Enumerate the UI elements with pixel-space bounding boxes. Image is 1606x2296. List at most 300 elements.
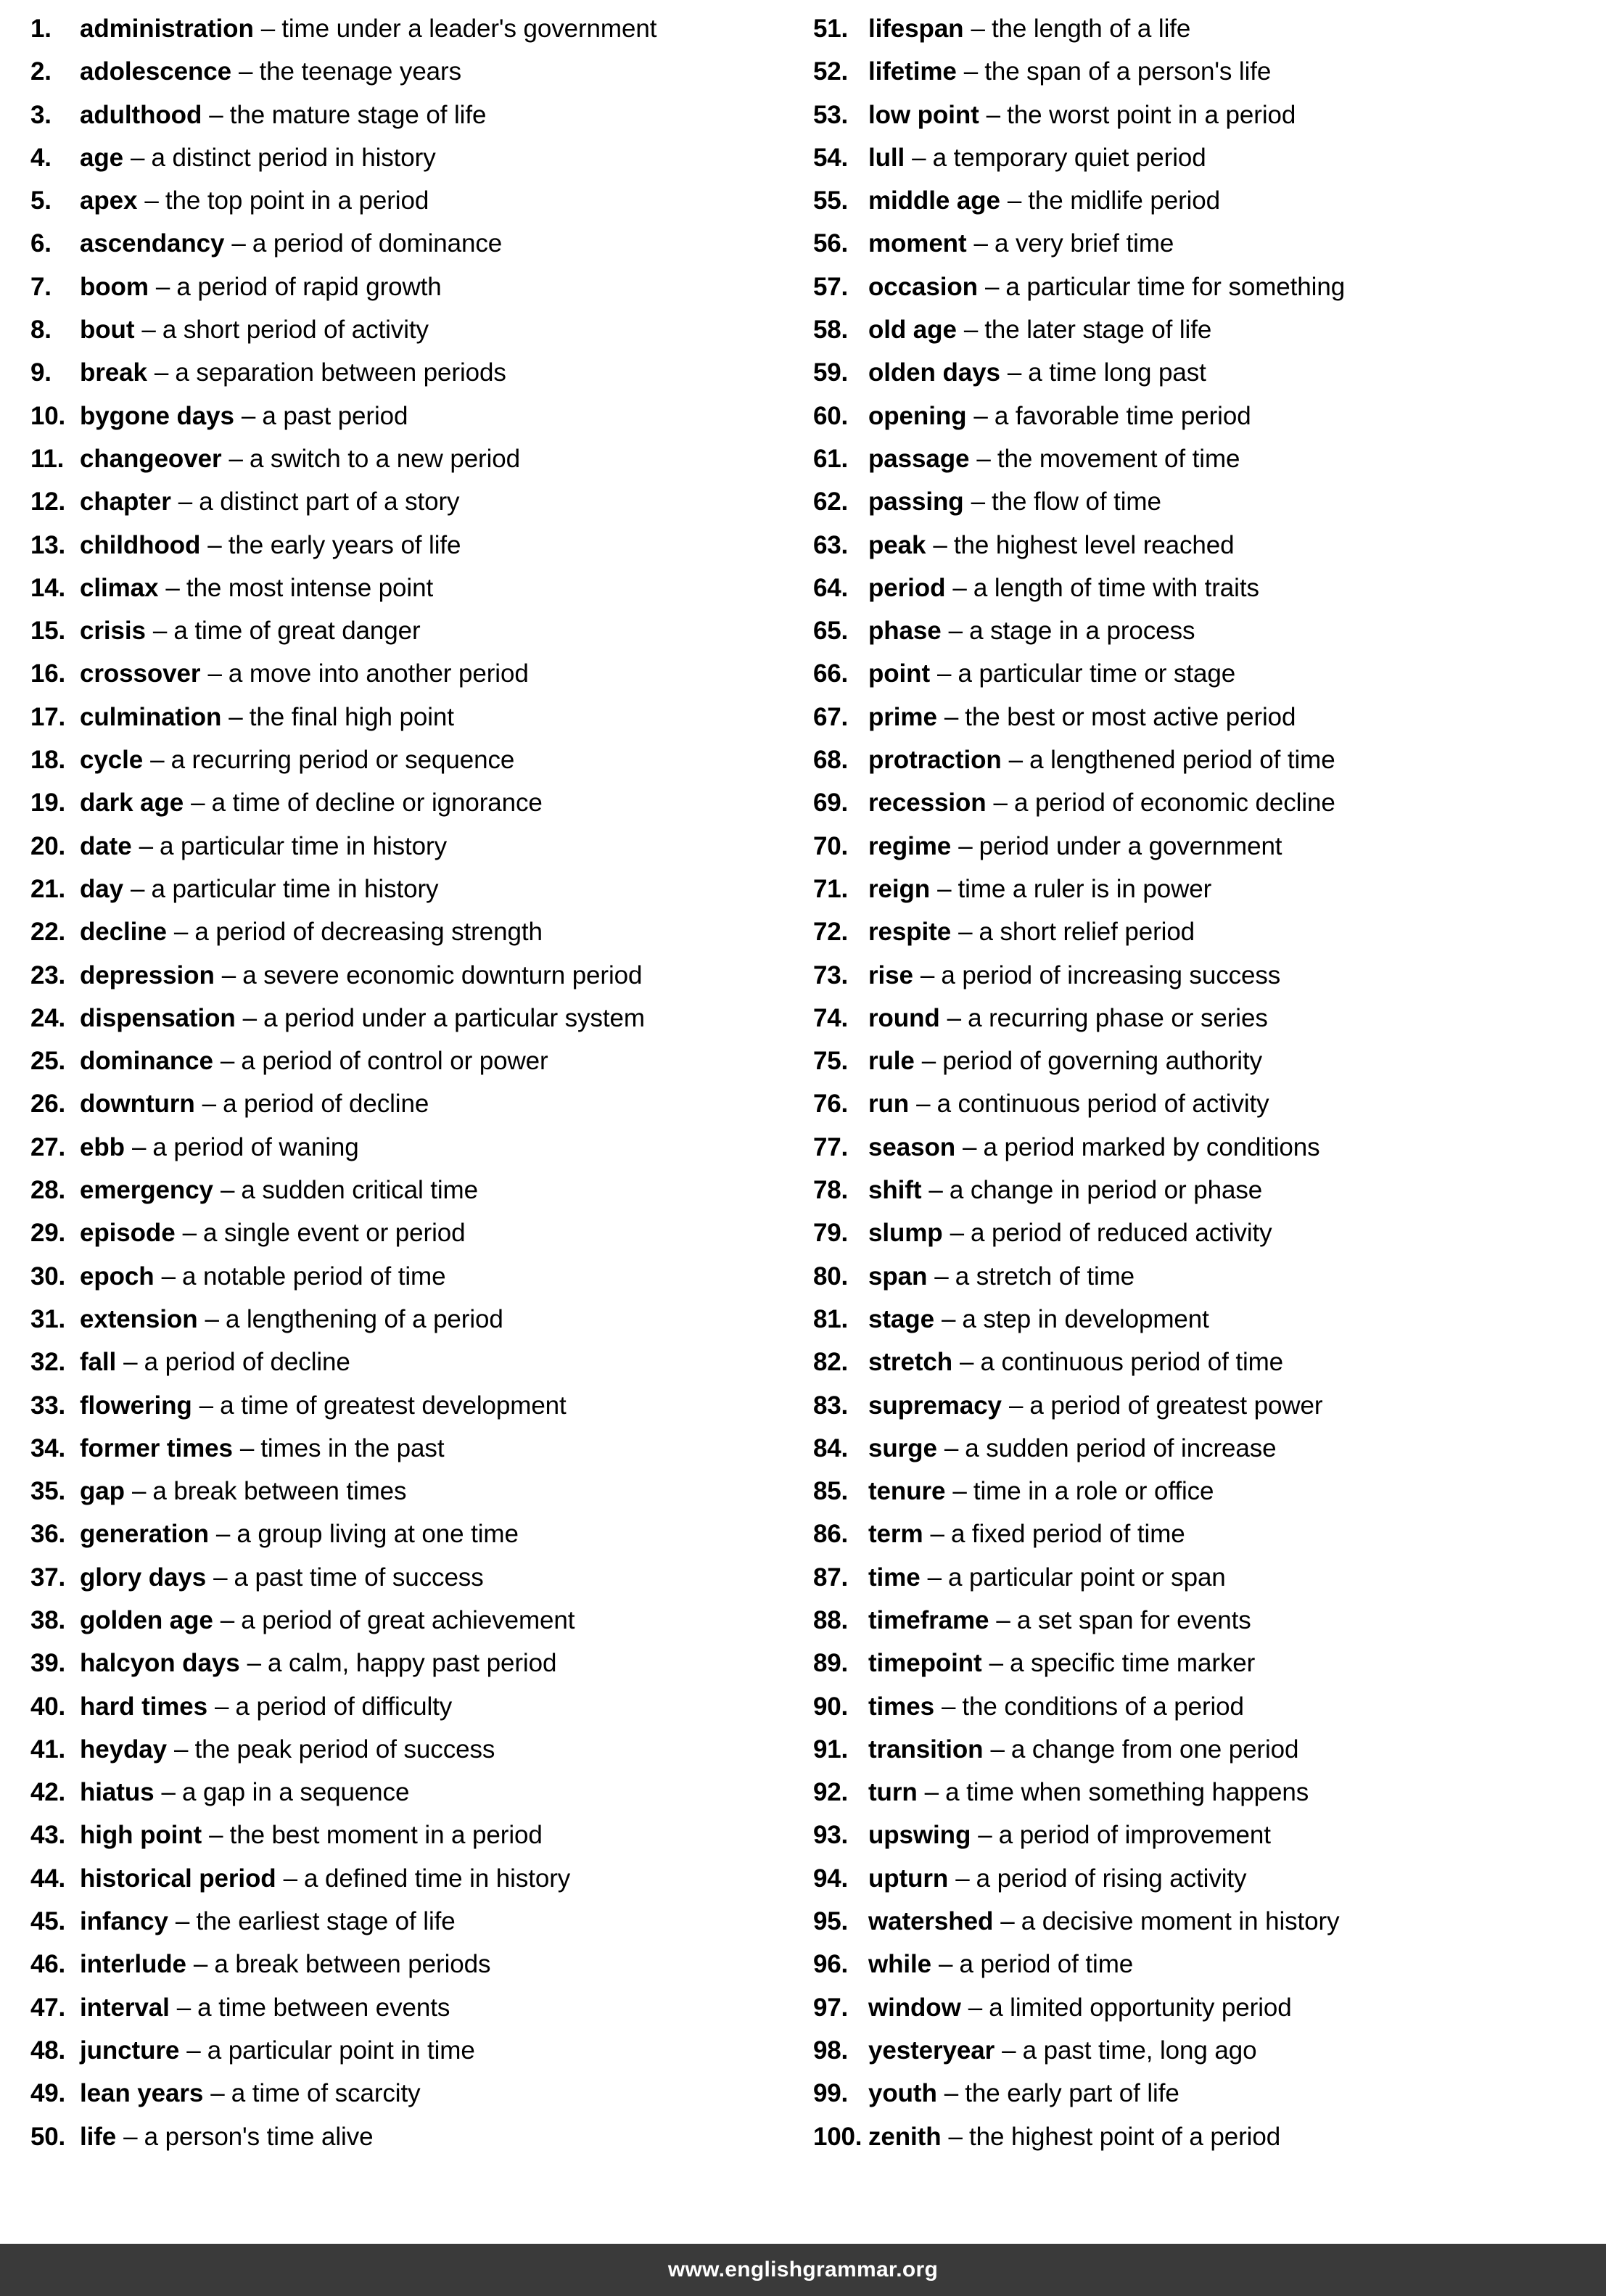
list-item-dash: – xyxy=(215,1520,231,1549)
list-item-number: 97. xyxy=(813,1993,849,2022)
list-item-dash: – xyxy=(973,229,988,258)
list-item-term: run xyxy=(868,1090,910,1119)
list-item xyxy=(30,1694,796,1737)
list-item xyxy=(813,1433,1584,1478)
list-item xyxy=(813,16,1584,59)
list-item-definition: a time of great danger xyxy=(173,617,421,646)
list-item-definition: a period of waning xyxy=(152,1132,359,1161)
list-item-term: date xyxy=(80,831,132,860)
list-item-definition: a period of control or power xyxy=(241,1047,548,1076)
list-item-definition: the earliest stage of life xyxy=(196,1907,456,1936)
list-item-dash: – xyxy=(947,1003,962,1032)
list-item-number: 72. xyxy=(813,918,849,947)
list-item xyxy=(30,747,796,790)
list-item xyxy=(30,1220,796,1263)
list-item-dash: – xyxy=(924,1778,939,1807)
list-item-number: 80. xyxy=(813,1262,849,1291)
list-item xyxy=(813,1866,1584,1909)
list-item-number: 16. xyxy=(30,659,66,688)
list-item-term: protraction xyxy=(868,746,1002,775)
list-item-number: 22. xyxy=(30,918,66,947)
list-item-number: 1. xyxy=(30,15,52,43)
list-item xyxy=(813,1304,1584,1349)
list-item-definition: the conditions of a period xyxy=(962,1692,1244,1721)
list-item-definition: the length of a life xyxy=(991,15,1191,43)
list-item xyxy=(813,618,1584,661)
list-item-dash: – xyxy=(213,1563,228,1592)
list-item-dash: – xyxy=(916,1090,931,1119)
list-item-number: 10. xyxy=(30,401,66,430)
list-item xyxy=(30,446,796,489)
list-item-number: 99. xyxy=(813,2079,849,2108)
list-item-dash: – xyxy=(239,57,253,86)
list-item xyxy=(30,1951,796,1994)
list-item-term: bout xyxy=(80,316,135,345)
list-item-dash: – xyxy=(950,1219,965,1248)
list-item-term: reign xyxy=(868,874,931,903)
list-item-number: 65. xyxy=(813,617,849,646)
list-item-number: 40. xyxy=(30,1692,66,1721)
list-item-number: 30. xyxy=(30,1262,66,1291)
list-item-number: 85. xyxy=(813,1477,849,1506)
list-item xyxy=(30,188,796,231)
list-item-number: 93. xyxy=(813,1821,849,1850)
list-item-term: period xyxy=(868,573,946,602)
list-item-term: timepoint xyxy=(868,1649,982,1678)
list-item-definition: the highest level reached xyxy=(953,530,1235,559)
list-item-term: dark age xyxy=(80,789,184,818)
list-item-definition: the movement of time xyxy=(997,444,1240,473)
list-item xyxy=(813,575,1584,618)
list-item-dash: – xyxy=(210,2079,225,2108)
list-item-definition: a separation between periods xyxy=(175,358,506,387)
list-item-definition: a lengthened period of time xyxy=(1029,746,1335,775)
list-item-dash: – xyxy=(228,702,243,731)
list-item xyxy=(813,1048,1584,1091)
list-item-definition: a past period xyxy=(262,401,408,430)
list-item-term: infancy xyxy=(80,1907,168,1936)
list-item-dash: – xyxy=(260,15,276,43)
list-item-number: 39. xyxy=(30,1649,66,1678)
list-item-definition: a particular point in time xyxy=(207,2036,475,2065)
list-item xyxy=(813,1264,1584,1307)
list-item-definition: a period marked by conditions xyxy=(983,1132,1320,1161)
list-item-term: upswing xyxy=(868,1821,971,1850)
list-item xyxy=(813,1005,1584,1048)
list-item-term: old age xyxy=(868,316,957,345)
list-item-dash: – xyxy=(186,2036,201,2065)
list-item xyxy=(813,1091,1584,1134)
list-item xyxy=(30,704,796,747)
list-item-number: 31. xyxy=(30,1304,66,1333)
list-item-number: 78. xyxy=(813,1176,849,1205)
list-item xyxy=(813,2081,1584,2123)
list-item xyxy=(30,1478,796,1521)
list-item xyxy=(813,274,1584,317)
list-item-term: downturn xyxy=(80,1090,195,1119)
list-item-number: 50. xyxy=(30,2122,66,2151)
list-item-term: slump xyxy=(868,1219,943,1248)
list-item-definition: a severe economic downturn period xyxy=(242,960,643,989)
list-column-left xyxy=(22,16,803,2244)
list-item xyxy=(30,16,796,59)
list-item xyxy=(813,1650,1584,1693)
list-item-term: glory days xyxy=(80,1563,207,1592)
list-item-number: 51. xyxy=(813,15,849,43)
list-item-dash: – xyxy=(1002,2036,1016,2065)
list-item-number: 12. xyxy=(30,487,66,517)
list-item-dash: – xyxy=(152,617,168,646)
list-item-definition: the span of a person's life xyxy=(984,57,1272,86)
list-item-dash: – xyxy=(205,1304,219,1333)
list-item-number: 58. xyxy=(813,316,849,345)
list-item-dash: – xyxy=(215,1692,229,1721)
list-item-definition: a break between times xyxy=(152,1477,407,1506)
list-item-definition: a particular time in history xyxy=(160,831,448,860)
list-item xyxy=(30,1177,796,1220)
list-item-dash: – xyxy=(921,1047,936,1076)
list-item-term: stage xyxy=(868,1304,934,1333)
list-item xyxy=(813,1605,1584,1650)
list-item-number: 47. xyxy=(30,1993,66,2022)
list-item-dash: – xyxy=(141,316,156,345)
list-item-dash: – xyxy=(131,143,145,172)
list-item-dash: – xyxy=(960,1348,974,1377)
list-item xyxy=(813,1995,1584,2038)
list-item xyxy=(30,2081,796,2123)
list-item-dash: – xyxy=(973,401,988,430)
list-item-number: 68. xyxy=(813,746,849,775)
list-item-definition: a temporary quiet period xyxy=(932,143,1206,172)
list-item-dash: – xyxy=(144,186,159,215)
list-item-definition: a set span for events xyxy=(1016,1605,1251,1634)
list-item-number: 23. xyxy=(30,960,66,989)
list-item-number: 92. xyxy=(813,1778,849,1807)
list-item-definition: a period of decreasing strength xyxy=(194,918,543,947)
list-item xyxy=(30,360,796,403)
list-item-dash: – xyxy=(247,1649,262,1678)
list-item xyxy=(813,661,1584,704)
list-item-dash: – xyxy=(958,918,973,947)
list-item-term: crossover xyxy=(80,659,201,688)
list-item-term: prime xyxy=(868,702,937,731)
list-item-dash: – xyxy=(161,1262,176,1291)
list-item-number: 73. xyxy=(813,960,849,989)
list-item-definition: a period of difficulty xyxy=(235,1692,453,1721)
list-item xyxy=(30,1433,796,1478)
list-item-number: 86. xyxy=(813,1520,849,1549)
list-item-number: 46. xyxy=(30,1950,66,1979)
list-column-right xyxy=(803,16,1584,2244)
list-item-term: olden days xyxy=(868,358,1000,387)
list-item-dash: – xyxy=(937,874,952,903)
list-item xyxy=(813,532,1584,575)
list-item-term: ascendancy xyxy=(80,229,225,258)
list-item-definition: a distinct part of a story xyxy=(199,487,460,517)
list-item xyxy=(30,618,796,661)
list-item-term: upturn xyxy=(868,1864,949,1893)
list-item-number: 9. xyxy=(30,358,52,387)
list-item-dash: – xyxy=(944,702,959,731)
list-item-number: 62. xyxy=(813,487,849,517)
list-item xyxy=(30,145,796,188)
list-item-term: low point xyxy=(868,100,979,129)
list-item-term: term xyxy=(868,1520,923,1549)
list-item-term: boom xyxy=(80,272,149,301)
list-item-dash: – xyxy=(920,960,935,989)
list-item-dash: – xyxy=(944,1433,959,1462)
list-item-dash: – xyxy=(952,573,967,602)
list-item-dash: – xyxy=(175,1907,190,1936)
list-item-dash: – xyxy=(1007,186,1022,215)
list-item-dash: – xyxy=(154,358,169,387)
list-item-definition: the most intense point xyxy=(186,573,434,602)
list-item-number: 66. xyxy=(813,659,849,688)
list-item-dash: – xyxy=(996,1605,1010,1634)
list-item-number: 54. xyxy=(813,143,849,172)
list-item-dash: – xyxy=(927,1563,942,1592)
list-item-definition: a limited opportunity period xyxy=(989,1993,1292,2022)
list-item-term: passing xyxy=(868,487,964,517)
list-item-number: 67. xyxy=(813,702,849,731)
list-item-term: flowering xyxy=(80,1391,192,1420)
list-item-definition: a period of dominance xyxy=(252,229,503,258)
list-item-dash: – xyxy=(207,530,222,559)
list-item-term: stretch xyxy=(868,1348,953,1377)
list-item-term: former times xyxy=(80,1433,233,1462)
list-item-term: generation xyxy=(80,1520,209,1549)
list-item xyxy=(813,831,1584,876)
list-item-definition: a change in period or phase xyxy=(949,1176,1263,1205)
list-item-term: gap xyxy=(80,1477,125,1506)
list-item xyxy=(30,1304,796,1349)
list-item-number: 41. xyxy=(30,1735,66,1764)
list-item-number: 33. xyxy=(30,1391,66,1420)
list-item xyxy=(30,1521,796,1564)
list-item-dash: – xyxy=(930,1520,944,1549)
list-item-number: 8. xyxy=(30,316,52,345)
list-item xyxy=(813,790,1584,833)
list-item-dash: – xyxy=(978,1821,992,1850)
list-item xyxy=(30,1005,796,1048)
list-item-definition: the mature stage of life xyxy=(229,100,487,129)
list-item xyxy=(30,1091,796,1134)
list-item-dash: – xyxy=(990,1735,1005,1764)
list-item-definition: the later stage of life xyxy=(984,316,1212,345)
list-item-dash: – xyxy=(220,1176,235,1205)
list-item xyxy=(813,446,1584,489)
list-item-term: interval xyxy=(80,1993,170,2022)
list-item-definition: a past time of success xyxy=(234,1563,484,1592)
list-item xyxy=(30,1737,796,1779)
list-item-definition: a break between periods xyxy=(214,1950,491,1979)
list-item-definition: a favorable time period xyxy=(994,401,1251,430)
list-item-definition: a particular point or span xyxy=(948,1563,1226,1592)
list-item xyxy=(30,2038,796,2081)
list-item-dash: – xyxy=(123,1348,138,1377)
list-item-definition: a period of rising activity xyxy=(976,1864,1247,1893)
list-item-term: adulthood xyxy=(80,100,202,129)
list-item-number: 59. xyxy=(813,358,849,387)
list-item-definition: a time of decline or ignorance xyxy=(211,789,543,818)
list-item-term: peak xyxy=(868,530,926,559)
list-item xyxy=(813,919,1584,962)
list-item-number: 69. xyxy=(813,789,849,818)
list-item-definition: time a ruler is in power xyxy=(958,874,1212,903)
list-item-term: rise xyxy=(868,960,913,989)
list-item-definition: a continuous period of activity xyxy=(936,1090,1269,1119)
list-item-term: while xyxy=(868,1950,932,1979)
list-item-term: high point xyxy=(80,1821,202,1850)
list-item-definition: a group living at one time xyxy=(236,1520,519,1549)
list-item xyxy=(30,1393,796,1436)
list-item xyxy=(813,704,1584,747)
list-item-number: 79. xyxy=(813,1219,849,1248)
list-item-definition: a period of improvement xyxy=(998,1821,1271,1850)
list-item-dash: – xyxy=(209,1821,223,1850)
list-item-number: 5. xyxy=(30,186,52,215)
list-item-definition: a period of decline xyxy=(223,1090,429,1119)
list-item-dash: – xyxy=(934,1262,949,1291)
list-item-dash: – xyxy=(941,1692,956,1721)
list-item xyxy=(30,532,796,575)
list-item-definition: a stretch of time xyxy=(955,1262,1135,1291)
list-item-definition: a length of time with traits xyxy=(973,573,1259,602)
list-item-dash: – xyxy=(1008,1391,1024,1420)
list-item-dash: – xyxy=(191,789,205,818)
list-item xyxy=(813,317,1584,360)
list-item-definition: a short relief period xyxy=(979,918,1195,947)
list-item-dash: – xyxy=(971,15,985,43)
list-item-term: hard times xyxy=(80,1692,207,1721)
footer-website: www.englishgrammar.org xyxy=(667,2258,939,2281)
list-item-dash: – xyxy=(228,444,243,473)
list-item-number: 70. xyxy=(813,831,849,860)
list-item-dash: – xyxy=(161,1778,176,1807)
list-item-dash: – xyxy=(963,1132,977,1161)
list-item xyxy=(813,1393,1584,1436)
list-item xyxy=(30,1866,796,1909)
list-item-definition: a lengthening of a period xyxy=(225,1304,503,1333)
list-item-term: halcyon days xyxy=(80,1649,240,1678)
list-item-number: 89. xyxy=(813,1649,849,1678)
list-item xyxy=(30,1132,796,1177)
list-item-definition: a defined time in history xyxy=(304,1864,571,1893)
list-item-dash: – xyxy=(1007,358,1022,387)
list-item xyxy=(813,403,1584,446)
list-item-definition: the best or most active period xyxy=(965,702,1296,731)
list-item-term: administration xyxy=(80,15,254,43)
list-item-dash: – xyxy=(155,272,170,301)
list-item-term: shift xyxy=(868,1176,922,1205)
list-item-number: 18. xyxy=(30,746,66,775)
list-item-definition: the flow of time xyxy=(992,487,1161,517)
list-item-number: 52. xyxy=(813,57,849,86)
list-item-definition: a period of great achievement xyxy=(241,1605,575,1634)
list-item-number: 14. xyxy=(30,573,66,602)
list-item-definition: a notable period of time xyxy=(182,1262,446,1291)
list-item-term: changeover xyxy=(80,444,222,473)
list-item xyxy=(813,360,1584,403)
list-item-dash: – xyxy=(952,1477,967,1506)
list-item-definition: a recurring phase or series xyxy=(968,1003,1268,1032)
list-item xyxy=(813,1909,1584,1951)
list-item-dash: – xyxy=(165,573,180,602)
list-item-definition: the early years of life xyxy=(228,530,461,559)
list-item-number: 82. xyxy=(813,1348,849,1377)
list-item-term: golden age xyxy=(80,1605,213,1634)
list-item-term: lean years xyxy=(80,2079,204,2108)
list-item-term: timeframe xyxy=(868,1605,989,1634)
list-item xyxy=(30,274,796,317)
list-item-definition: times in the past xyxy=(260,1433,445,1462)
list-item-dash: – xyxy=(239,1433,255,1462)
footer-bar xyxy=(0,2244,1606,2296)
list-item-number: 63. xyxy=(813,530,849,559)
list-item-number: 77. xyxy=(813,1132,849,1161)
list-item-term: span xyxy=(868,1262,928,1291)
list-item-term: passage xyxy=(868,444,970,473)
list-item-number: 83. xyxy=(813,1391,849,1420)
list-item-term: heyday xyxy=(80,1735,168,1764)
list-item xyxy=(30,489,796,532)
list-item-dash: – xyxy=(241,401,256,430)
list-item-term: transition xyxy=(868,1735,984,1764)
list-item-term: time xyxy=(868,1563,921,1592)
list-item-dash: – xyxy=(178,487,193,517)
list-item-number: 44. xyxy=(30,1864,66,1893)
list-item-term: zenith xyxy=(868,2122,942,2151)
list-item-number: 96. xyxy=(813,1950,849,1979)
list-item-definition: the teenage years xyxy=(259,57,462,86)
list-item-definition: a person's time alive xyxy=(144,2122,374,2151)
list-item-term: apex xyxy=(80,186,138,215)
list-item-dash: – xyxy=(968,1993,983,2022)
list-item-term: interlude xyxy=(80,1950,186,1979)
list-item xyxy=(813,1565,1584,1608)
list-item-number: 4. xyxy=(30,143,52,172)
list-item-dash: – xyxy=(948,2122,963,2151)
list-item xyxy=(813,102,1584,145)
list-item-number: 64. xyxy=(813,573,849,602)
list-item-dash: – xyxy=(993,789,1008,818)
list-item xyxy=(30,403,796,446)
list-item-number: 26. xyxy=(30,1090,66,1119)
list-item-dash: – xyxy=(283,1864,298,1893)
list-item-definition: a move into another period xyxy=(228,659,529,688)
list-item xyxy=(30,1822,796,1865)
list-item-term: hiatus xyxy=(80,1778,155,1807)
list-item xyxy=(813,188,1584,231)
list-item-term: culmination xyxy=(80,702,222,731)
list-item xyxy=(813,1220,1584,1263)
list-item-number: 56. xyxy=(813,229,849,258)
list-item-definition: time in a role or office xyxy=(973,1477,1214,1506)
list-item-term: dispensation xyxy=(80,1003,236,1032)
list-item xyxy=(30,876,796,919)
list-item-definition: a stage in a process xyxy=(969,617,1195,646)
list-item-definition: a specific time marker xyxy=(1010,1649,1256,1678)
list-item-number: 42. xyxy=(30,1778,66,1807)
list-item-number: 55. xyxy=(813,186,849,215)
list-item-term: youth xyxy=(868,2079,937,2108)
list-item-definition: a short period of activity xyxy=(162,316,429,345)
list-item xyxy=(30,59,796,102)
list-item xyxy=(813,59,1584,102)
list-item-number: 13. xyxy=(30,530,66,559)
list-item xyxy=(813,231,1584,273)
list-item-term: cycle xyxy=(80,746,144,775)
